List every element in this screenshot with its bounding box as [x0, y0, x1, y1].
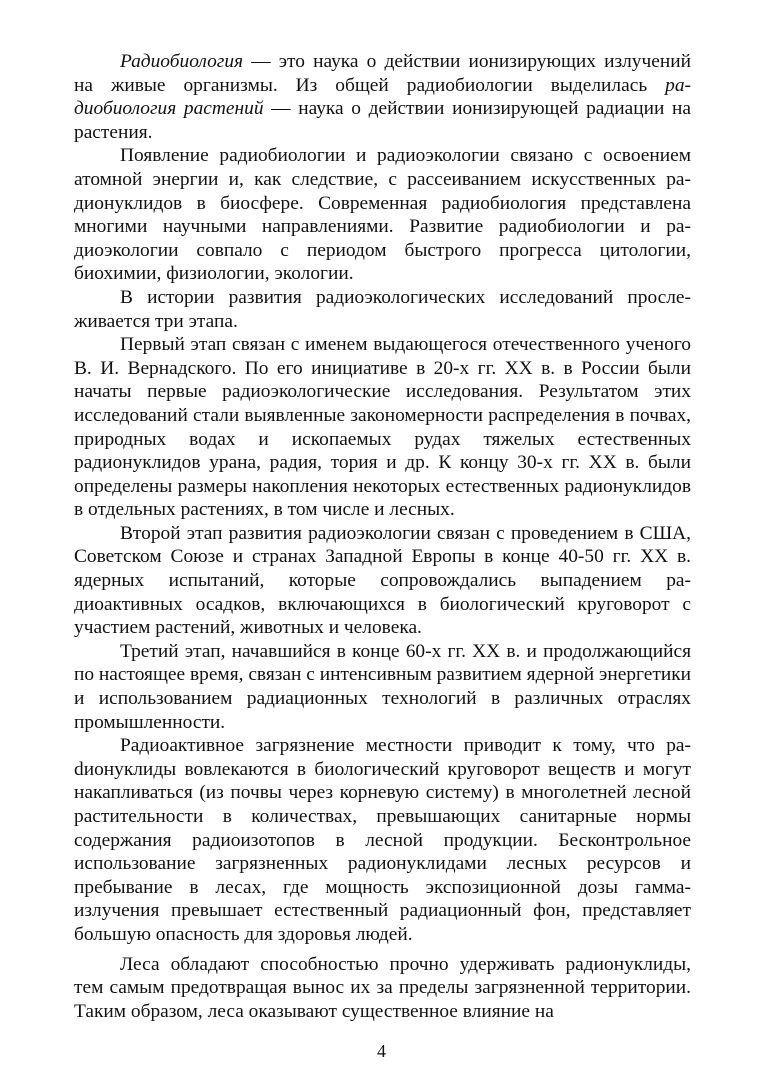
paragraph-text: В истории развития радиоэкологических исследований прослеживается три этапа. — [74, 286, 691, 332]
paragraph-third-stage — [74, 640, 691, 734]
page-body — [74, 50, 691, 1023]
term-radiobiology: Радиобиология — [120, 51, 244, 72]
paragraph-text: — это наука о действии ионизирующих излучений на живые организмы. Из общей радиобиологии выделилась — [74, 51, 691, 96]
term-plant-radiobiology: радиобиология растений — [74, 74, 691, 120]
paragraph-text: Второй этап развития радиоэкологии связан с проведением в США, Советском Союзе и странах Западной Европы в конце 40-50 гг. XX в. ядерных испытаний, которые сопровождались выпадением радиоактивных осадков, включающихся в биологический круговорот с участием растений, животных и человека. — [74, 522, 691, 639]
paragraph-first-stage — [74, 333, 691, 522]
paragraph-text: — наука о действии ионизирующей радиации на растения. — [74, 98, 692, 143]
page-number: 4 — [377, 1041, 386, 1061]
paragraph-text: Радиоактивное загрязнение местности приводит к тому, что раdионуклиды вовлекаются в биологический круговорот веществ и могут накапливаться (из почвы через корневую систему) в многолетней лесной растительности в количествах, превышающих санитарные нормы содержания радиоизотопов в лесной продукции. Бесконтрольное использование загрязненных радионуклидами лесных ресурсов и пребывание в лесах, где мощность экспозиционной дозы гамма-излучения превышает естественный радиационный фон, представляет большую опасность для здоровья людей. — [74, 735, 691, 945]
paragraph-forests — [74, 953, 691, 1024]
paragraph-second-stage — [74, 522, 691, 640]
paragraph-three-stages — [74, 286, 691, 333]
paragraph-radiobiology-definition — [74, 50, 691, 144]
paragraph-text: Появление радиобиологии и радиоэкологии связано с освоением атомной энергии и, как следствие, с рассеиванием искусственных радионуклидов в биосфере. Современная радиобиология представлена многими научными направлениями. Развитие радиобиологии и радиоэкологии совпало с периодом быстрого прогресса цитологии, биохимии, физиологии, экологии. — [74, 145, 691, 285]
paragraph-text: Леса обладают способностью прочно удерживать радионуклиды, тем самым предотвращая вынос их за пределы загрязненной территории. Таким образом, леса оказывают существенное влияние на — [74, 953, 691, 1022]
paragraph-text: Третий этап, начавшийся в конце 60-х гг. XX в. и продолжающийся по настоящее время, связан с интенсивным развитием ядерной энергетики и использованием радиационных технологий в различных отраслях промышленности. — [74, 640, 691, 733]
paragraph-origins — [74, 144, 691, 286]
paragraph-contamination — [74, 734, 691, 946]
paragraph-text: Первый этап связан с именем выдающегося отечественного ученого В. И. Вернадского. По его инициативе в 20-х гг. XX в. в России были начаты первые радиоэкологические исследования. Результатом этих исследований стали выявленные закономерности распределения в почвах, природных водах и ископаемых рудах тяжелых естественных радионуклидов урана, радия, тория и др. К концу 30-х гг. XX в. были определены размеры накопления некоторых естественных радионуклидов в отдельных растениях, в том числе и лесных. — [74, 334, 691, 521]
